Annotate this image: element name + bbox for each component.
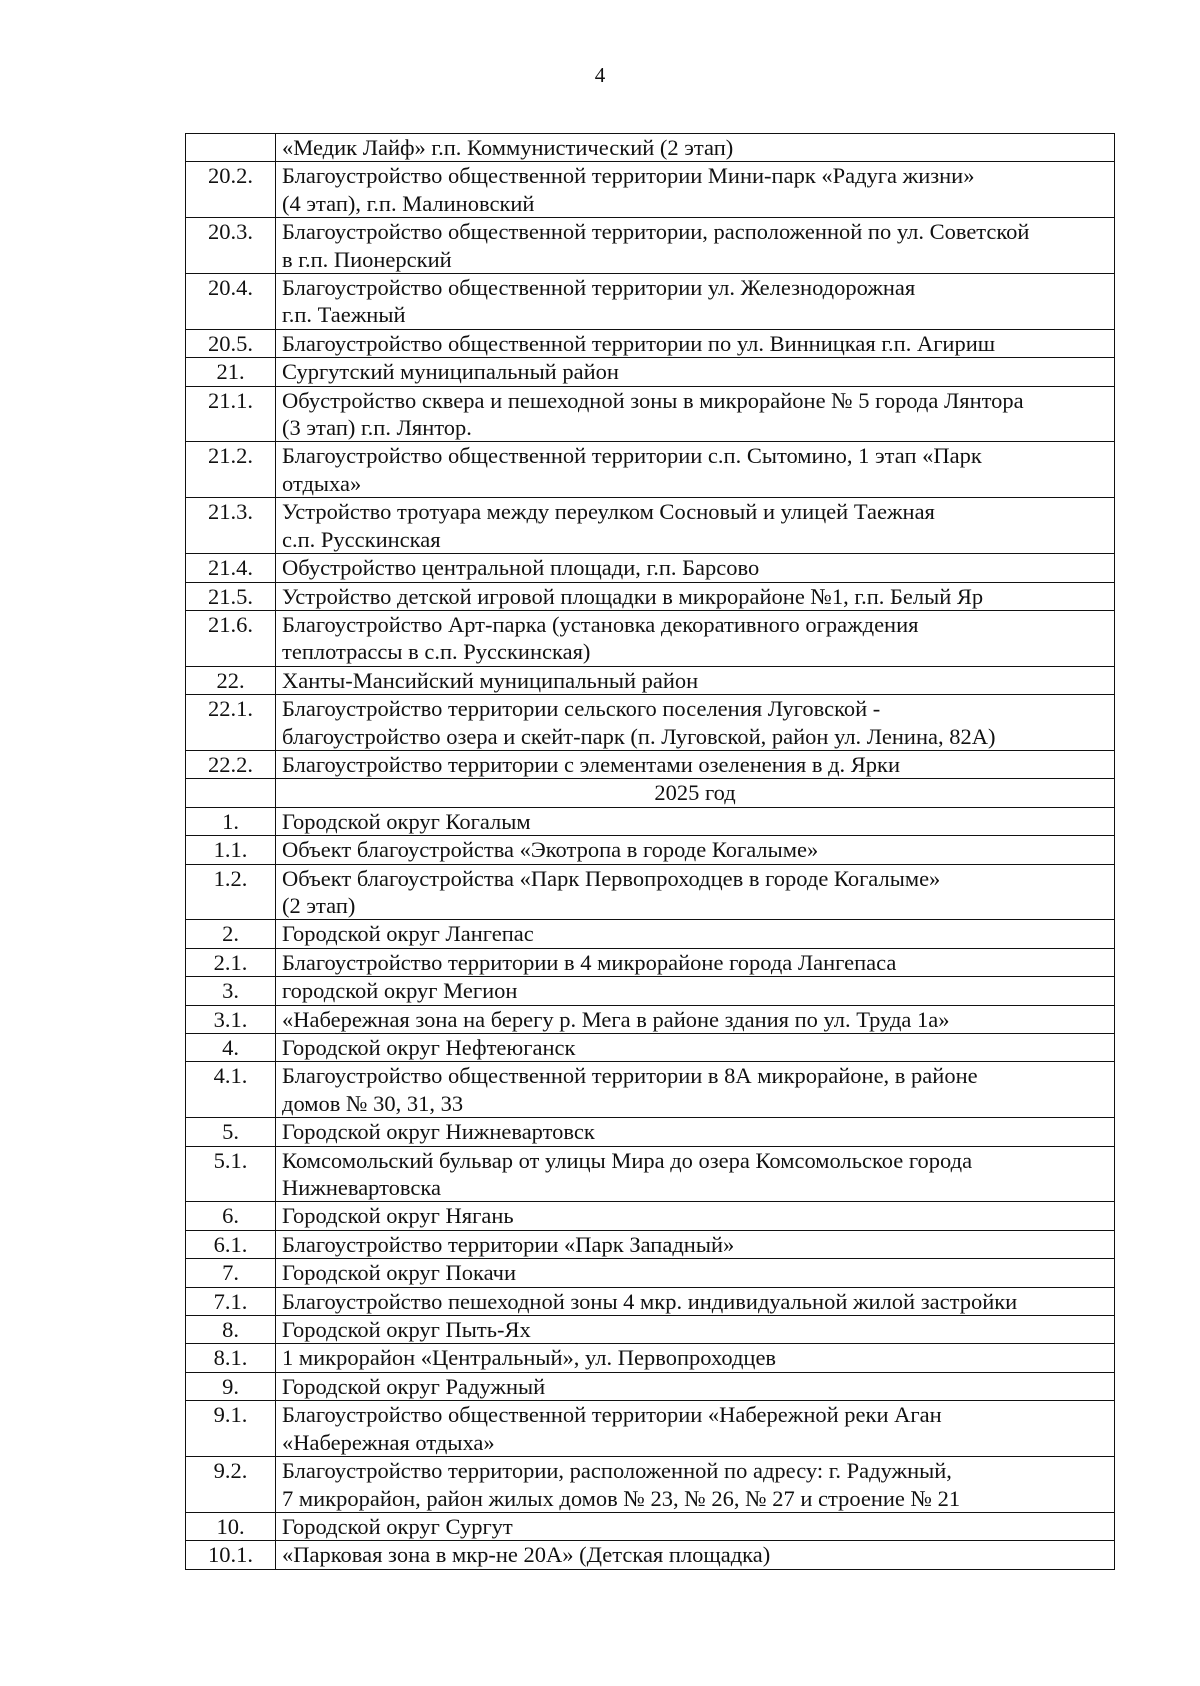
table-row: [186, 442, 1115, 498]
table-row: [186, 1062, 1115, 1118]
row-text-cell: Устройство тротуара между переулком Сосновый и улицей Таежная с.п. Русскинская: [276, 498, 1115, 554]
row-text-cell: Благоустройство общественной территории «Набережной реки Аган «Набережная отдыха»: [276, 1401, 1115, 1457]
row-text-cell: Благоустройство территории, расположенной по адресу: г. Радужный, 7 микрорайон, район жилых домов № 23, № 26, № 27 и строение № 21: [276, 1457, 1115, 1513]
row-number-cell: 22.1.: [186, 695, 276, 751]
year-header-row: [186, 779, 1115, 807]
row-text-cell: Городской округ Когалым: [276, 807, 1115, 835]
table-row: [186, 1287, 1115, 1315]
row-text-cell: «Набережная зона на берегу р. Мега в районе здания по ул. Труда 1а»: [276, 1005, 1115, 1033]
row-number-cell: 20.4.: [186, 274, 276, 330]
table-row: [186, 554, 1115, 582]
row-number-cell: 20.5.: [186, 329, 276, 357]
table-row: [186, 218, 1115, 274]
table-row: [186, 836, 1115, 864]
table-row: [186, 498, 1115, 554]
row-text-cell: городской округ Мегион: [276, 977, 1115, 1005]
table-row: [186, 948, 1115, 976]
table-row: [186, 1034, 1115, 1062]
table-row: [186, 695, 1115, 751]
row-text-cell: Городской округ Пыть-Ях: [276, 1316, 1115, 1344]
row-number-cell: 21.3.: [186, 498, 276, 554]
table-row: [186, 977, 1115, 1005]
table-row: [186, 1005, 1115, 1033]
row-text-cell: Благоустройство общественной территории в 8А микрорайоне, в районе домов № 30, 31, 33: [276, 1062, 1115, 1118]
table-row: [186, 1457, 1115, 1513]
table-row: [186, 1344, 1115, 1372]
row-text-cell: Комсомольский бульвар от улицы Мира до озера Комсомольское города Нижневартовска: [276, 1146, 1115, 1202]
row-number-cell: 6.: [186, 1202, 276, 1230]
row-number-cell: 1.1.: [186, 836, 276, 864]
row-text-cell: Благоустройство общественной территории Мини-парк «Радуга жизни» (4 этап), г.п. Малиновский: [276, 162, 1115, 218]
table-row: [186, 1541, 1115, 1569]
row-number-cell: 4.: [186, 1034, 276, 1062]
row-text-cell: Благоустройство территории с элементами озеленения в д. Ярки: [276, 750, 1115, 778]
row-number-cell: 5.: [186, 1118, 276, 1146]
table-row: [186, 1146, 1115, 1202]
row-number-cell: 1.2.: [186, 864, 276, 920]
row-text-cell: Городской округ Нефтеюганск: [276, 1034, 1115, 1062]
row-number-cell: 3.1.: [186, 1005, 276, 1033]
row-number-cell: 2.: [186, 920, 276, 948]
row-number-cell: 21.4.: [186, 554, 276, 582]
row-number-cell: 10.: [186, 1512, 276, 1540]
table-row: [186, 864, 1115, 920]
row-text-cell: Городской округ Радужный: [276, 1372, 1115, 1400]
table-row: [186, 329, 1115, 357]
table-row: [186, 386, 1115, 442]
row-number-cell: 21.: [186, 358, 276, 386]
row-text-cell: Сургутский муниципальный район: [276, 358, 1115, 386]
row-number-cell: [186, 779, 276, 807]
row-number-cell: 5.1.: [186, 1146, 276, 1202]
document-table: [185, 133, 1115, 1570]
row-number-cell: 21.5.: [186, 582, 276, 610]
row-text-cell: «Парковая зона в мкр-не 20А» (Детская площадка): [276, 1541, 1115, 1569]
table-row: [186, 666, 1115, 694]
row-text-cell: Благоустройство общественной территории ул. Железнодорожная г.п. Таежный: [276, 274, 1115, 330]
row-text-cell: «Медик Лайф» г.п. Коммунистический (2 этап): [276, 134, 1115, 162]
row-number-cell: 9.2.: [186, 1457, 276, 1513]
row-text-cell: Городской округ Лангепас: [276, 920, 1115, 948]
table-row: [186, 1259, 1115, 1287]
row-text-cell: Устройство детской игровой площадки в микрорайоне №1, г.п. Белый Яр: [276, 582, 1115, 610]
row-number-cell: 7.1.: [186, 1287, 276, 1315]
row-number-cell: 22.: [186, 666, 276, 694]
row-number-cell: 1.: [186, 807, 276, 835]
table-row: [186, 582, 1115, 610]
row-text-cell: Благоустройство пешеходной зоны 4 мкр. индивидуальной жилой застройки: [276, 1287, 1115, 1315]
table-row: [186, 1230, 1115, 1258]
row-number-cell: 7.: [186, 1259, 276, 1287]
table-row: [186, 1401, 1115, 1457]
row-text-cell: Благоустройство общественной территории по ул. Винницкая г.п. Агириш: [276, 329, 1115, 357]
table-body: [186, 134, 1115, 1570]
row-text-cell: Благоустройство Арт-парка (установка декоративного ограждения теплотрассы в с.п. Русскинская): [276, 610, 1115, 666]
table-row: [186, 1316, 1115, 1344]
row-number-cell: 9.: [186, 1372, 276, 1400]
year-heading-cell: 2025 год: [276, 779, 1115, 807]
table-row: [186, 807, 1115, 835]
row-text-cell: Объект благоустройства «Экотропа в городе Когалыме»: [276, 836, 1115, 864]
row-text-cell: Благоустройство общественной территории, расположенной по ул. Советской в г.п. Пионерский: [276, 218, 1115, 274]
row-text-cell: Городской округ Нягань: [276, 1202, 1115, 1230]
row-text-cell: Благоустройство территории в 4 микрорайоне города Лангепаса: [276, 948, 1115, 976]
page-number: 4: [594, 63, 606, 87]
table-row: [186, 920, 1115, 948]
table-row: [186, 358, 1115, 386]
row-number-cell: 20.3.: [186, 218, 276, 274]
table-row: [186, 610, 1115, 666]
row-number-cell: [186, 134, 276, 162]
table-row: [186, 750, 1115, 778]
table-row: [186, 134, 1115, 162]
table-row: [186, 162, 1115, 218]
row-text-cell: Городской округ Сургут: [276, 1512, 1115, 1540]
row-number-cell: 9.1.: [186, 1401, 276, 1457]
table-row: [186, 1372, 1115, 1400]
row-text-cell: Объект благоустройства «Парк Первопроходцев в городе Когалыме» (2 этап): [276, 864, 1115, 920]
row-number-cell: 22.2.: [186, 750, 276, 778]
row-number-cell: 10.1.: [186, 1541, 276, 1569]
row-number-cell: 8.1.: [186, 1344, 276, 1372]
row-number-cell: 8.: [186, 1316, 276, 1344]
row-text-cell: 1 микрорайон «Центральный», ул. Первопроходцев: [276, 1344, 1115, 1372]
row-number-cell: 20.2.: [186, 162, 276, 218]
row-text-cell: Благоустройство общественной территории с.п. Сытомино, 1 этап «Парк отдыха»: [276, 442, 1115, 498]
row-text-cell: Обустройство центральной площади, г.п. Барсово: [276, 554, 1115, 582]
row-text-cell: Городской округ Нижневартовск: [276, 1118, 1115, 1146]
row-number-cell: 4.1.: [186, 1062, 276, 1118]
row-text-cell: Городской округ Покачи: [276, 1259, 1115, 1287]
row-number-cell: 21.6.: [186, 610, 276, 666]
row-number-cell: 21.2.: [186, 442, 276, 498]
table-row: [186, 274, 1115, 330]
row-text-cell: Обустройство сквера и пешеходной зоны в микрорайоне № 5 города Лянтора (3 этап) г.п. Лянтор.: [276, 386, 1115, 442]
row-number-cell: 21.1.: [186, 386, 276, 442]
table-row: [186, 1512, 1115, 1540]
row-text-cell: Ханты-Мансийский муниципальный район: [276, 666, 1115, 694]
row-number-cell: 3.: [186, 977, 276, 1005]
table-row: [186, 1202, 1115, 1230]
row-text-cell: Благоустройство территории «Парк Западный»: [276, 1230, 1115, 1258]
row-number-cell: 2.1.: [186, 948, 276, 976]
table-row: [186, 1118, 1115, 1146]
row-text-cell: Благоустройство территории сельского поселения Луговской - благоустройство озера и скейт-парк (п. Луговской, район ул. Ленина, 82А): [276, 695, 1115, 751]
row-number-cell: 6.1.: [186, 1230, 276, 1258]
